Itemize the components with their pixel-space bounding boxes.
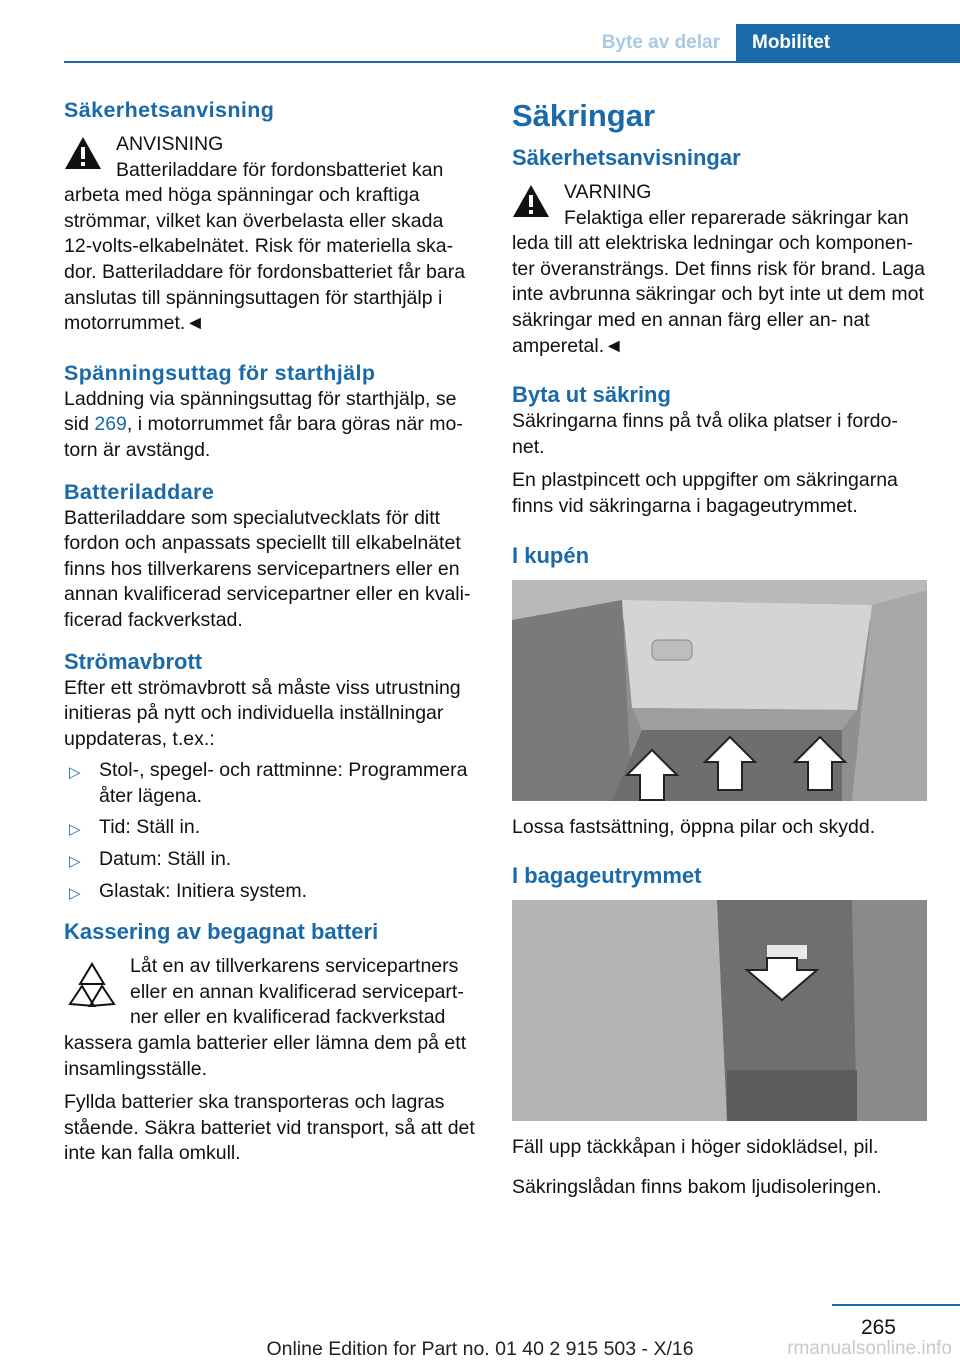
disposal-heading: Kassering av begagnat batteri xyxy=(64,919,379,945)
chapter-tab[interactable]: Mobilitet xyxy=(736,24,960,62)
list-item xyxy=(64,758,478,809)
list-item xyxy=(64,815,478,841)
socket-paragraph xyxy=(64,387,478,464)
list-item-text: Stol-, spegel- och rattminne: Programmera åter lägena. xyxy=(99,759,468,807)
list-item-text: Glastak: Initiera system. xyxy=(99,879,308,902)
notice-label: ANVISNING xyxy=(116,133,224,155)
safety-heading: Säkerhetsanvisning xyxy=(64,98,275,122)
recycle-icon xyxy=(64,960,120,1016)
outage-list xyxy=(64,758,478,904)
trunk-photo xyxy=(512,900,927,1121)
disposal-block xyxy=(64,954,478,1082)
disposal-paragraph: Låt en av tillverkarens servicepartners eller en annan kvalificerad servicepart‑ ner eller en kvalificerad fackverkstad kassera gamla batterier eller lämna dem på ett insamlingsställe. xyxy=(64,955,467,1080)
list-item-text: Tid: Ställ in. xyxy=(99,816,201,839)
replace-paragraph-2: En plastpincett och uppgifter om säkringarna finns vid säkringarna i bagageutrymmet. xyxy=(512,469,898,517)
warning-triangle-icon xyxy=(64,136,102,170)
page-title: Säkringar xyxy=(512,98,656,133)
trunk-note: Säkringslådan finns bakom ljudisoleringen. xyxy=(512,1175,882,1198)
socket-heading: Spänningsuttag för starthjälp xyxy=(64,360,376,385)
header-divider xyxy=(64,61,960,63)
replace-heading: Byta ut säkring xyxy=(512,382,671,408)
warning-text: leda till att elektriska ledningar och komponen‑ ter överansträngs. Det finns risk för brand. Laga inte avbrunna säkringar och byt inte ut dem mot säkringar med en annan färg eller an‑ nat amperetal.◄ xyxy=(512,232,925,357)
charger-paragraph: Batteriladdare som specialutvecklats för ditt fordon och anpassats speciellt till elkabelnätet finns hos tillverkarens servicepartners eller en annan kvalificerad servicepartner eller en kvali‑ ficerad fackverkstad. xyxy=(64,506,471,631)
socket-text-post: , i motorrummet får bara göras när mo‑ torn är avstängd. xyxy=(64,413,463,461)
edition-text: Online Edition for Part no. 01 40 2 915 503 - X/16 xyxy=(266,1338,694,1360)
fuse-safety-heading: Säkerhetsanvisningar xyxy=(512,145,741,170)
left-column xyxy=(64,96,478,1167)
replace-paragraph-1: Säkringarna finns på två olika platser i fordo‑ net. xyxy=(512,410,898,458)
outage-heading: Strömavbrott xyxy=(64,648,203,674)
notice-first-line: Batteriladdare för fordonsbatteriet kan xyxy=(116,158,444,181)
warning-triangle-icon xyxy=(512,184,550,218)
page-number: 265 xyxy=(860,1316,896,1339)
cabin-heading: I kupén xyxy=(512,542,590,568)
glovebox-photo xyxy=(512,580,927,801)
list-item xyxy=(64,879,478,905)
triangle-bullet-icon: ▷ xyxy=(69,884,81,902)
warning-first-line: Felaktiga eller reparerade säkringar kan xyxy=(564,206,909,229)
triangle-bullet-icon: ▷ xyxy=(69,764,81,782)
transport-paragraph: Fyllda batterier ska transporteras och lagras stående. Säkra batteriet vid transport, så att det inte kan falla omkull. xyxy=(64,1091,475,1165)
triangle-bullet-icon: ▷ xyxy=(69,853,81,871)
trunk-caption: Fäll upp täckkåpan i höger sidoklädsel, pil. xyxy=(512,1136,879,1159)
list-item xyxy=(64,847,478,873)
watermark: rmanualsonline.info xyxy=(787,1338,952,1359)
outage-paragraph: Efter ett strömavbrott så måste viss utrustning initieras på nytt och individuella inställningar uppdateras, t.ex.: xyxy=(64,676,461,750)
notice-text: arbeta med höga spänningar och kraftiga strömmar, vilket kan överbelasta eller skada 12‑volts‑elkabelnätet. Risk för materiella ska‑ dor. Batteriladdare för fordonsbatteriet får bara anslutas till spänningsuttagen för starthjälp i motorrummet.◄ xyxy=(64,184,466,335)
footer-divider xyxy=(832,1304,960,1306)
list-item-text: Datum: Ställ in. xyxy=(99,848,232,871)
trunk-heading: I bagageutrymmet xyxy=(512,863,702,889)
page-header xyxy=(0,0,960,62)
socket-text-pre: Laddning via spänningsuttag för starthjälp, se sid xyxy=(64,387,457,436)
right-column xyxy=(512,96,926,1200)
cabin-caption: Lossa fastsättning, öppna pilar och skydd. xyxy=(512,815,876,838)
warning-label: VARNING xyxy=(564,181,652,203)
page-link[interactable]: 269 xyxy=(94,413,127,436)
triangle-bullet-icon: ▷ xyxy=(69,821,81,839)
warning-block xyxy=(512,180,926,359)
section-tab[interactable]: Byte av delar xyxy=(601,32,720,53)
charger-heading: Batteriladdare xyxy=(64,479,215,504)
notice-block xyxy=(64,132,478,337)
